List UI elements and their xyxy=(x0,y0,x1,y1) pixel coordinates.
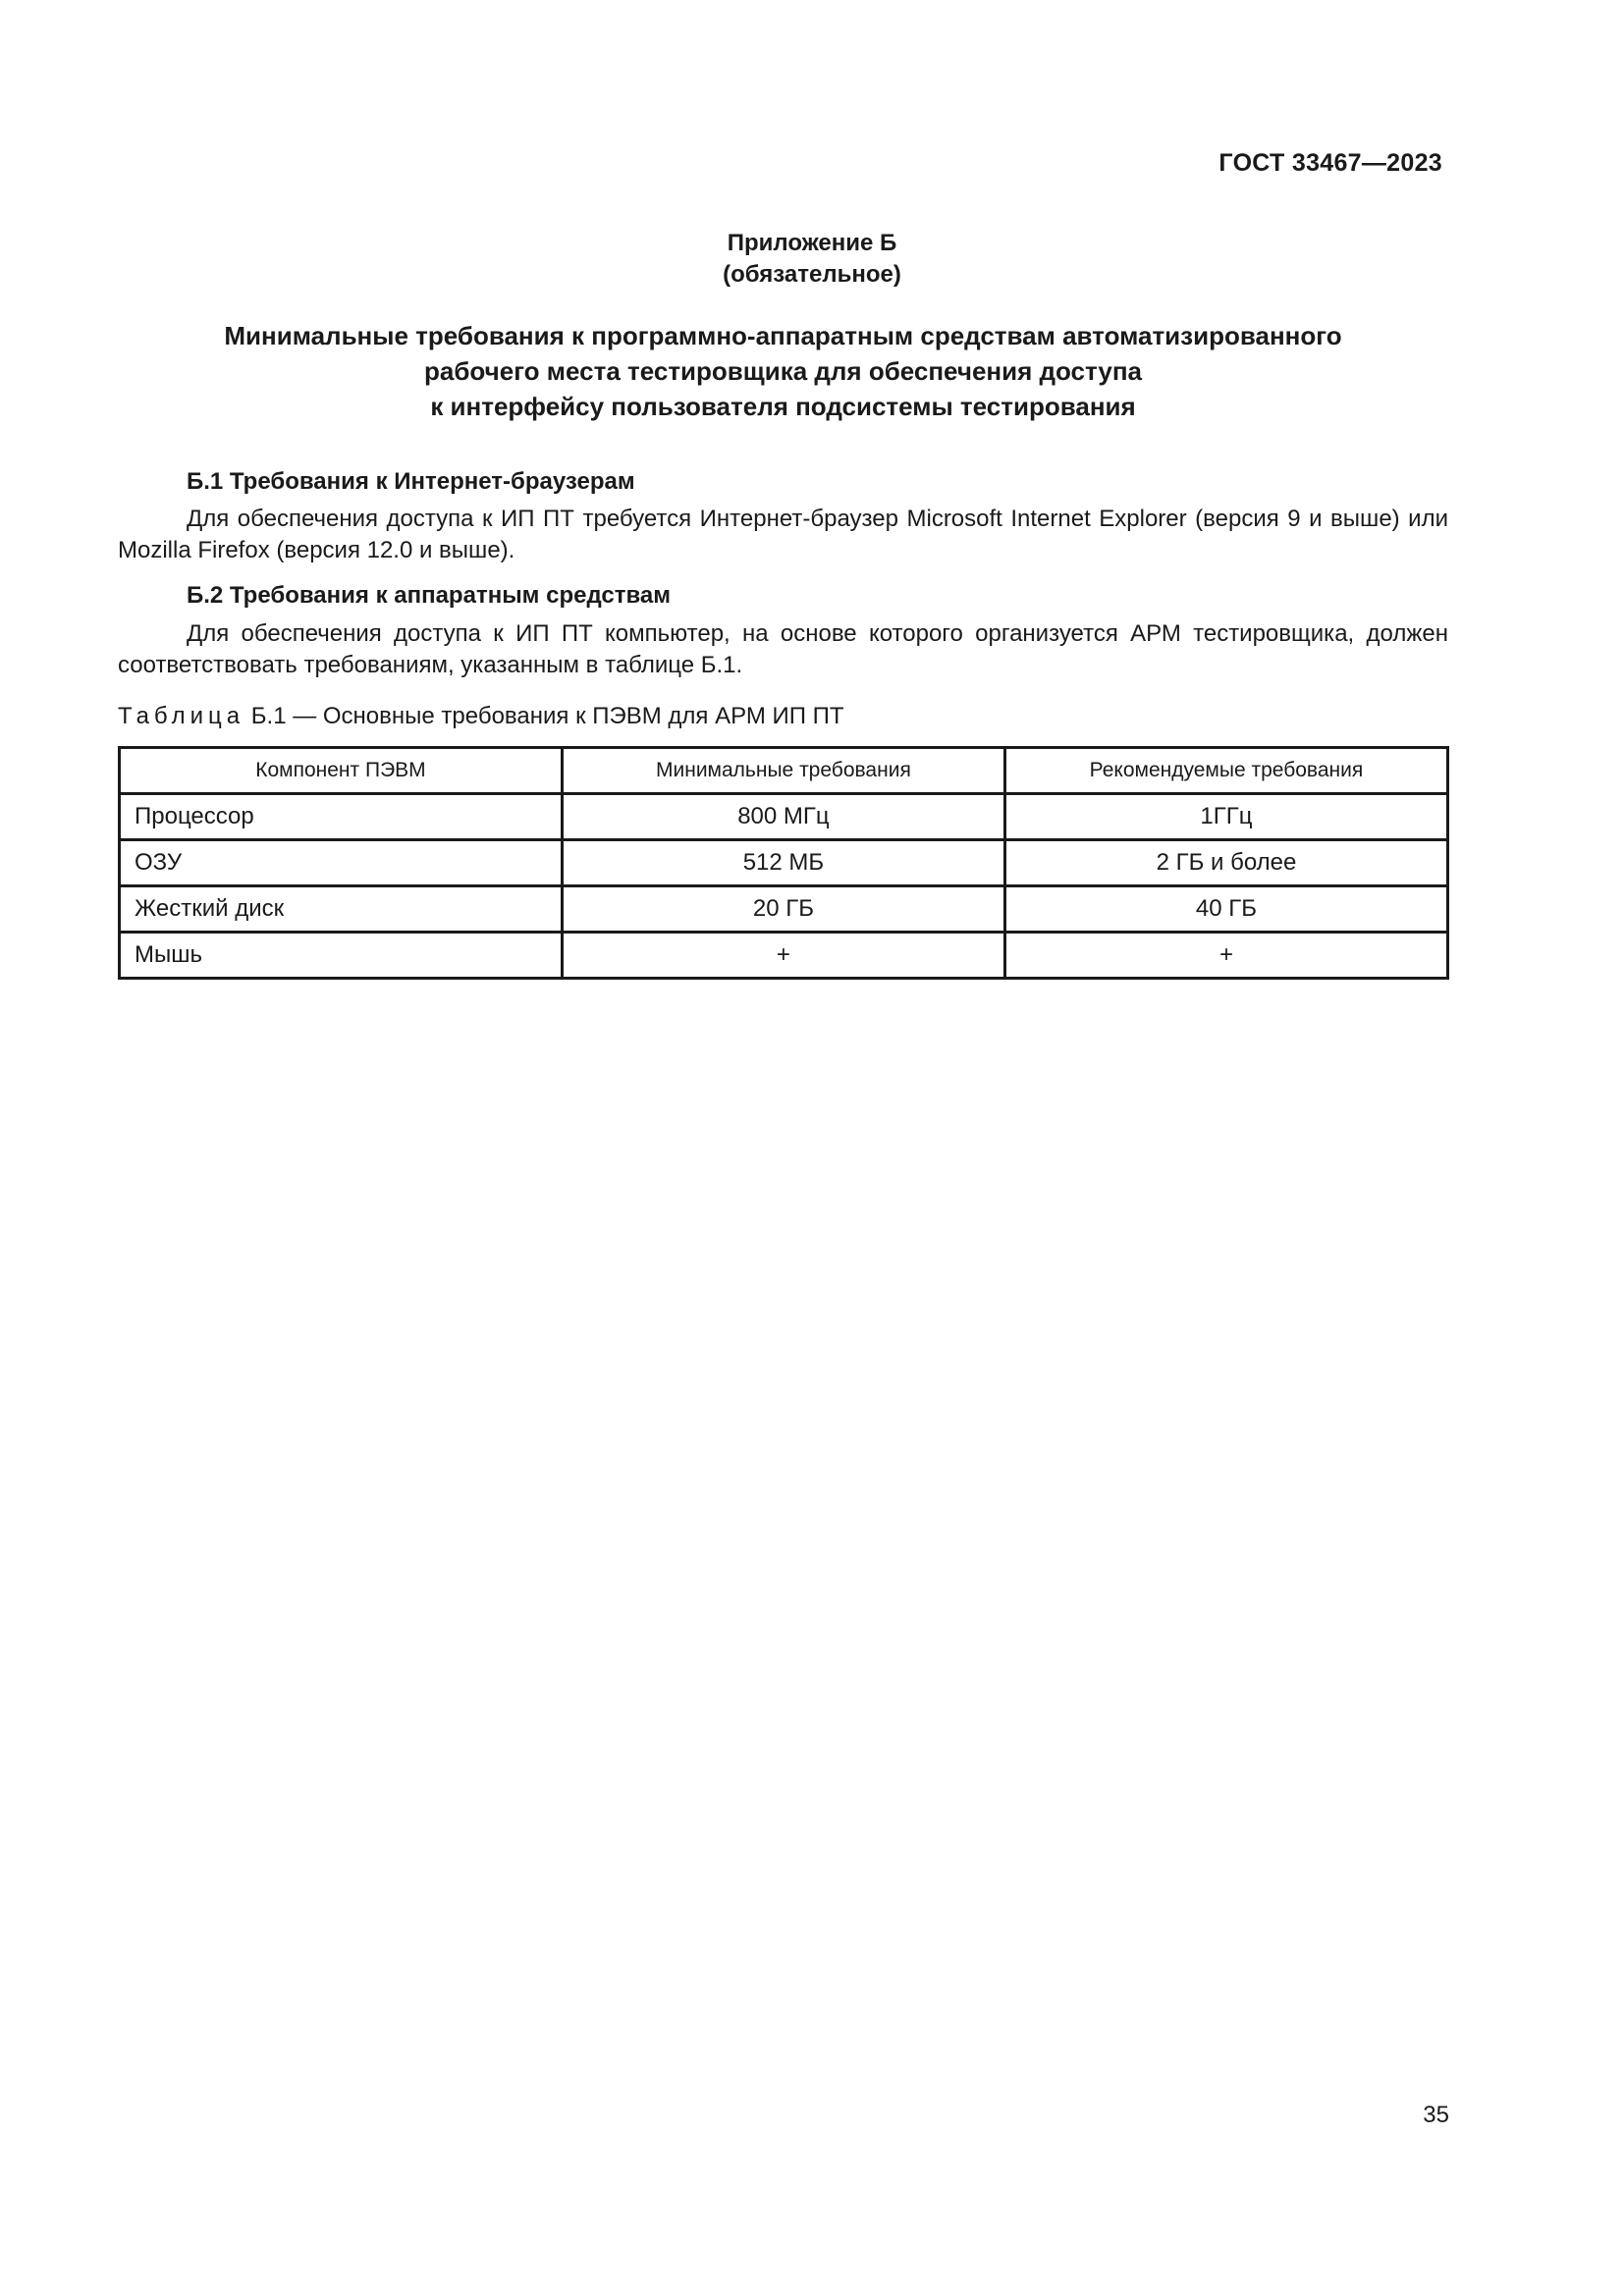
cell-recommended: 40 ГБ xyxy=(1004,886,1447,933)
appendix-status: (обязательное) xyxy=(723,261,901,288)
cell-recommended: 1ГГц xyxy=(1004,794,1447,840)
appendix-title: Приложение Б xyxy=(727,230,897,256)
cell-minimum: + xyxy=(562,933,1004,979)
section-text-b1: Для обеспечения доступа к ИП ПТ требуется Интернет-браузер Microsoft Internet Explorer (версия 9 и выше) или Mozilla Firefox (версия 12.0 и выше). xyxy=(118,506,1448,563)
table-row xyxy=(120,840,1448,886)
header-recommended: Рекомендуемые требования xyxy=(1004,748,1447,794)
table-row xyxy=(120,933,1448,979)
cell-minimum: 800 МГц xyxy=(562,794,1004,840)
cell-component: ОЗУ xyxy=(120,840,563,886)
cell-component: Мышь xyxy=(120,933,563,979)
table-caption-text: Б.1 — Основные требования к ПЭВМ для АРМ ИП ПТ xyxy=(250,703,844,729)
cell-minimum: 512 МБ xyxy=(562,840,1004,886)
table-row xyxy=(120,886,1448,933)
cell-minimum: 20 ГБ xyxy=(562,886,1004,933)
requirements-table xyxy=(118,746,1449,980)
page-number: 35 xyxy=(1423,2102,1449,2128)
appendix-heading xyxy=(0,228,1624,291)
header-component: Компонент ПЭВМ xyxy=(120,748,563,794)
table-row xyxy=(120,794,1448,840)
section-heading-b1: Б.1 Требования к Интернет-браузерам xyxy=(187,468,635,495)
main-title-line-2: рабочего места тестировщика для обеспечения доступа xyxy=(424,356,1142,386)
cell-component: Жесткий диск xyxy=(120,886,563,933)
main-title-line-3: к интерфейсу пользователя подсистемы тестирования xyxy=(430,392,1136,421)
main-title xyxy=(118,318,1448,424)
section-heading-b2: Б.2 Требования к аппаратным средствам xyxy=(187,582,672,609)
cell-recommended: + xyxy=(1004,933,1447,979)
section-text-b2: Для обеспечения доступа к ИП ПТ компьютер, на основе которого организуется АРМ тестировщика, должен соответствовать требованиям, указанным в таблице Б.1. xyxy=(118,620,1448,678)
main-title-line-1: Минимальные требования к программно-аппаратным средствам автоматизированного xyxy=(224,321,1342,350)
table-header-row xyxy=(120,748,1448,794)
cell-component: Процессор xyxy=(120,794,563,840)
header-minimum: Минимальные требования xyxy=(562,748,1004,794)
table-caption xyxy=(118,703,844,730)
cell-recommended: 2 ГБ и более xyxy=(1004,840,1447,886)
document-code: ГОСТ 33467—2023 xyxy=(1218,149,1442,177)
table-caption-label: Таблица xyxy=(118,703,245,729)
